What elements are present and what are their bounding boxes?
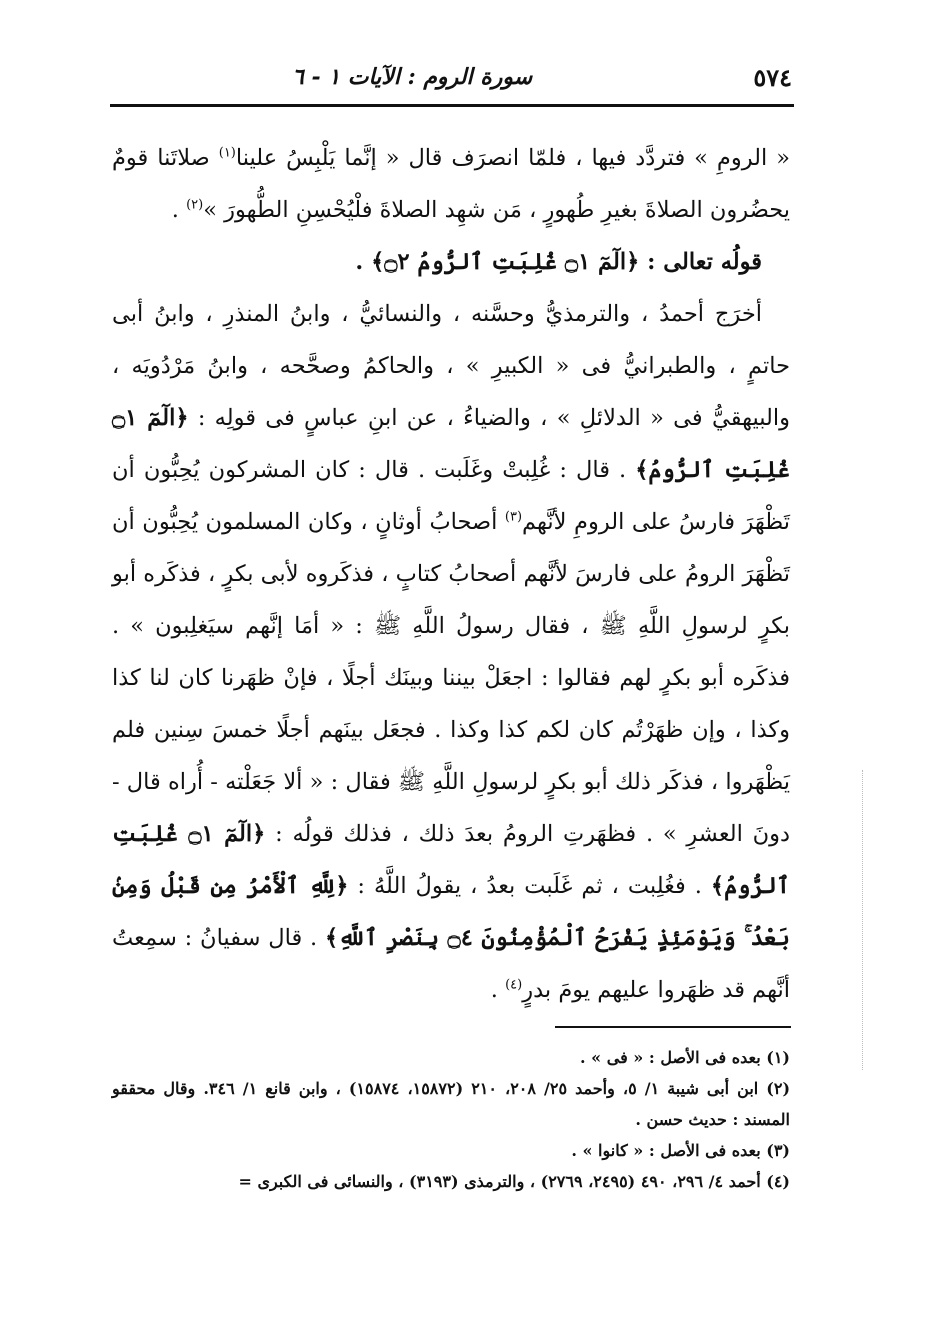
quran-verse: ﴿الٓمٓ ۝١ غُلِبَتِ ٱلرُّومُ ۝٢﴾ xyxy=(371,249,640,275)
footnote-marker-2[interactable]: (٢) xyxy=(186,197,204,213)
main-text xyxy=(112,132,790,1016)
page-number: ٥٧٤ xyxy=(753,62,792,92)
paragraph-narration: أخرَج أحمدُ ، والترمذيُّ وحسَّنه ، والنسائيُّ ، وابنُ المنذرِ ، وابنُ أبى حاتمٍ ، والطبرانيُّ فى « الكبيرِ » ، والحاكمُ وصحَّحه ، وابنُ مَرْدُويَه ، والبيهقيُّ فى « الدلائلِ » ، والضياءُ ، عن ابنِ عباسٍ فى قولِه : ﴿الٓمٓ ۝١ غُلِبَتِ ٱلرُّومُ﴾ . قال : غُلِبتْ وغَلَبت . قال : كان المشركون يُحِبُّون أن تَظْهَرَ فارسُ على الرومِ لأنَّهم$^{(٣)}$ أصحابُ أوثانٍ ، وكان المسلمون يُحِبُّون أن تَظْهَرَ الرومُ على فارسَ لأنَّهم أصحابُ كتابٍ ، فذكَروه لأبى بكرٍ ، فذكَره أبو بكرٍ لرسولِ اللَّهِ ﷺ ، فقال رسولُ اللَّهِ ﷺ : « أمَا إنَّهم سيَغلِبون » . فذكَره أبو بكرٍ لهم فقالوا : اجعَلْ بيننا وبينَك أجلًا ، فإنْ ظهَرنا كان لنا كذا وكذا ، وإن ظهَرْتُم كان لكم كذا وكذا . فجعَل بينَهم أجلًا خمسَ سِنين فلم يَظْهَروا ، فذكَر ذلك أبو بكرٍ لرسولِ اللَّهِ ﷺ فقال : « ألا جَعَلْته - أُراه قال - دونَ العشرِ » . فظهَرتِ الرومُ بعدَ ذلك ، فذلك قولُه : ﴿الٓمٓ ۝١ غُلِبَتِ ٱلرُّومُ﴾ . فغُلِبت ، ثم غَلَبت بعدُ ، يقولُ اللَّهُ : ﴿لِلَّهِ ٱلْأَمْرُ مِن قَبْلُ وَمِنۢ بَعْدُ ۚ وَيَوْمَئِذٍ يَفْرَحُ ٱلْمُؤْمِنُونَ ۝٤ بِنَصْرِ ٱللَّهِ﴾ . قال سفيانُ : سمِعتُ أنَّهم قد ظهَروا عليهم يومَ بدرٍ$^{(٤)}$ . xyxy=(112,301,790,1003)
quran-verse: ﴿الٓمٓ ۝١ غُلِبَتِ ٱلرُّومُ﴾ xyxy=(112,405,790,483)
footnote-marker-1[interactable]: (١) xyxy=(218,145,236,161)
footnotes xyxy=(112,1042,790,1197)
running-title: سورة الروم : الآيات ١ - ٦ xyxy=(292,64,533,90)
footnote-2: (٢) ابن أبى شيبة ١/ ٥، وأحمد ٢٥/ ٢٠٨، ٢١٠ (١٥٨٧٢، ١٥٨٧٤) ، وابن قانع ١/ ٣٤٦. وقال محققو المسند : حديث حسن . xyxy=(112,1079,791,1129)
paragraph-hadith-tuhur: « الرومِ » فتردَّد فيها ، فلمّا انصرَف قال « إنَّما يَلْبِسُ علينا$^{(١)}$ صلاتَنا قومٌ يحضُرون الصلاةَ بغيرِ طُهورٍ ، مَن شهِد الصلاةَ فلْيُحْسِنِ الطُّهورَ »$^{(٢)}$ . xyxy=(112,145,790,223)
footnote-marker-3[interactable]: (٣) xyxy=(504,509,523,525)
verse-heading: قولُه تعالى : ﴿الٓمٓ ۝١ غُلِبَتِ ٱلرُّومُ ۝٢﴾ . xyxy=(355,249,762,275)
footnote-4: (٤) أحمد ٤/ ٢٩٦، ٤٩٠ (٢٤٩٥، ٢٧٦٩) ، والترمذى (٣١٩٣) ، والنسائى فى الكبرى = xyxy=(238,1172,790,1191)
quran-verse: ﴿لِلَّهِ ٱلْأَمْرُ مِن قَبْلُ وَمِنۢ بَعْدُ ۚ وَيَوْمَئِذٍ يَفْرَحُ ٱلْمُؤْمِنُونَ ۝٤ بِنَصْرِ ٱللَّهِ﴾ xyxy=(112,873,790,951)
scan-margin-mark xyxy=(862,770,865,1070)
header-rule xyxy=(110,104,794,107)
footnote-marker-4[interactable]: (٤) xyxy=(505,977,523,993)
page-header xyxy=(112,56,792,98)
footnote-separator xyxy=(555,1026,791,1028)
quran-verse: ﴿الٓمٓ ۝١ غُلِبَتِ ٱلرُّومُ﴾ xyxy=(112,821,790,899)
footnote-1: (١) بعده فى الأصل : « فى » . xyxy=(580,1048,790,1067)
footnote-3: (٣) بعده فى الأصل : « كانوا » . xyxy=(571,1141,790,1160)
